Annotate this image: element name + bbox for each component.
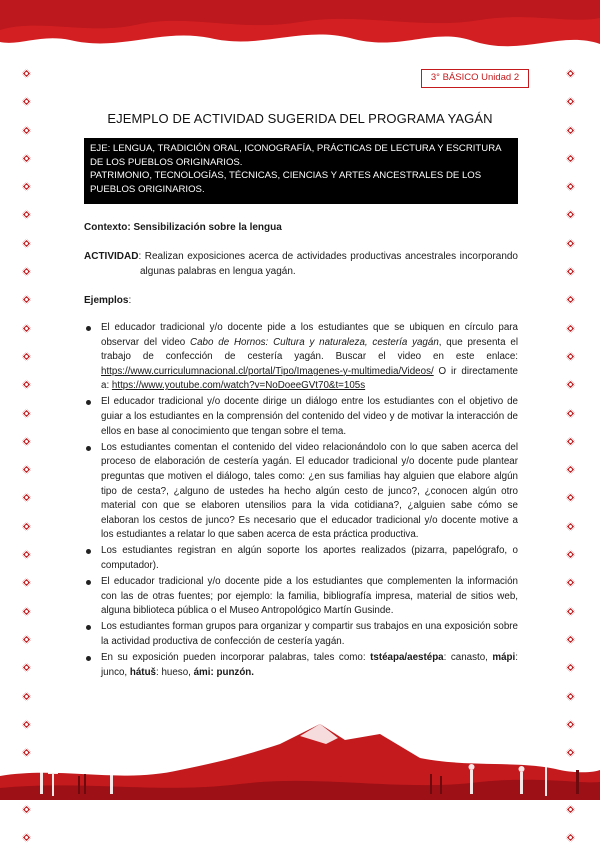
examples-heading: [84, 295, 131, 306]
word-meaning: : canasto,: [443, 652, 493, 664]
youtube-video-link[interactable]: https://www.youtube.com/watch?v=NoDoeeGVt70&t=105s: [111, 380, 366, 392]
yagan-word: ámi: punzón.: [193, 666, 255, 678]
page-title: EJEMPLO DE ACTIVIDAD SUGERIDA DEL PROGRAMA YAGÁN: [107, 111, 493, 126]
list-item-text: El educador tradicional y/o docente pide a los estudiantes que se ubiquen en círculo para observar del video: [101, 322, 518, 348]
yagan-word: tstéapa/aestépa: [370, 652, 444, 664]
curriculum-video-link[interactable]: https://www.curriculumnacional.cl/portal/Tipo/Imagenes-y-multimedia/Videos/: [101, 365, 434, 377]
list-item: Los estudiantes registran en algún soporte los aportes realizados (pizarra, papelógrafo, o computador).: [84, 544, 518, 573]
list-item: Los estudiantes comentan el contenido del video relacionándolo con lo que saben acerca del proceso de elaboración de cestería yagán. El educador tradicional y/o docente pude plantear preguntas que motiven el diálogo, tales como: ¿en sus familias hay alguien que elabore algún tipo de cesta?, ¿alguno de ustedes ha hecho algún cesto de junco?, ¿conocen algún otro material con que se elaboren utensilios para la vida cotidiana?, ¿alguien sabe cómo se elaboran los cestos de junco? Es necesario que el educador tradicional y/o docente motive a los estudiantes a relatar lo que saben acerca de esta práctica productiva.: [84, 441, 518, 543]
list-item: [84, 321, 518, 394]
context-heading: Contexto: Sensibilización sobre la lengua: [84, 222, 282, 233]
list-item-text: En su exposición pueden incorporar palabras, tales como:: [101, 652, 371, 664]
examples-list: [84, 321, 518, 682]
activity-line-1: : Realizan exposiciones acerca de actividades productivas ancestrales incorporando: [138, 251, 518, 262]
list-item: El educador tradicional y/o docente dirige un diálogo entre los estudiantes con el objetivo de guiar a los estudiantes en la comprensión del contenido del video y de motivar la interacción de ellos en base al conocimiento que tengan sobre el tema.: [84, 395, 518, 439]
yagan-word: mápi: [492, 652, 516, 664]
eje-line-2: PATRIMONIO, TECNOLOGÍAS, TÉCNICAS, CIENCIAS Y ARTES ANCESTRALES DE LOS PUEBLOS ORIGINARIOS.: [90, 170, 482, 195]
word-meaning: : hueso,: [156, 666, 194, 678]
activity-block: [84, 249, 518, 279]
list-item: El educador tradicional y/o docente pide a los estudiantes que complementen la información con las de otras fuentes; por ejemplo: la familia, bibliografía impresa, material de sitios web, alguna biblioteca pública o el Museo Antropológico Martín Gusinde.: [84, 575, 518, 619]
yagan-word: hátuš: [129, 666, 157, 678]
eje-line-1: EJE: LENGUA, TRADICIÓN ORAL, ICONOGRAFÍA, PRÁCTICAS DE LECTURA Y ESCRITURA DE LOS PUEBLOS ORIGINARIOS.: [90, 143, 502, 168]
word-meaning: : junco,: [101, 652, 518, 678]
header-decorative-band: [0, 0, 600, 64]
list-item: Los estudiantes forman grupos para organizar y compartir sus trabajos en una exposición sobre la actividad productiva de confección de cestería yagán.: [84, 620, 518, 649]
grade-unit-badge: 3° BÁSICO Unidad 2: [421, 69, 529, 88]
activity-line-2: algunas palabras en lengua yagán.: [140, 266, 296, 277]
list-item: [84, 651, 518, 680]
list-item-text: , que presenta el trabajo de confección de cestería yagán. Buscar el video en este enlace:: [101, 336, 519, 363]
examples-label: Ejemplos: [84, 295, 129, 306]
eje-box: [84, 138, 518, 204]
list-item-text: O ir directamente a:: [101, 365, 518, 392]
examples-colon: :: [128, 295, 132, 306]
activity-label: ACTIVIDAD: [84, 251, 139, 262]
footer-decorative-band: [0, 714, 600, 800]
video-title: Cabo de Hornos: Cultura y naturaleza, cestería yagán: [190, 336, 439, 348]
